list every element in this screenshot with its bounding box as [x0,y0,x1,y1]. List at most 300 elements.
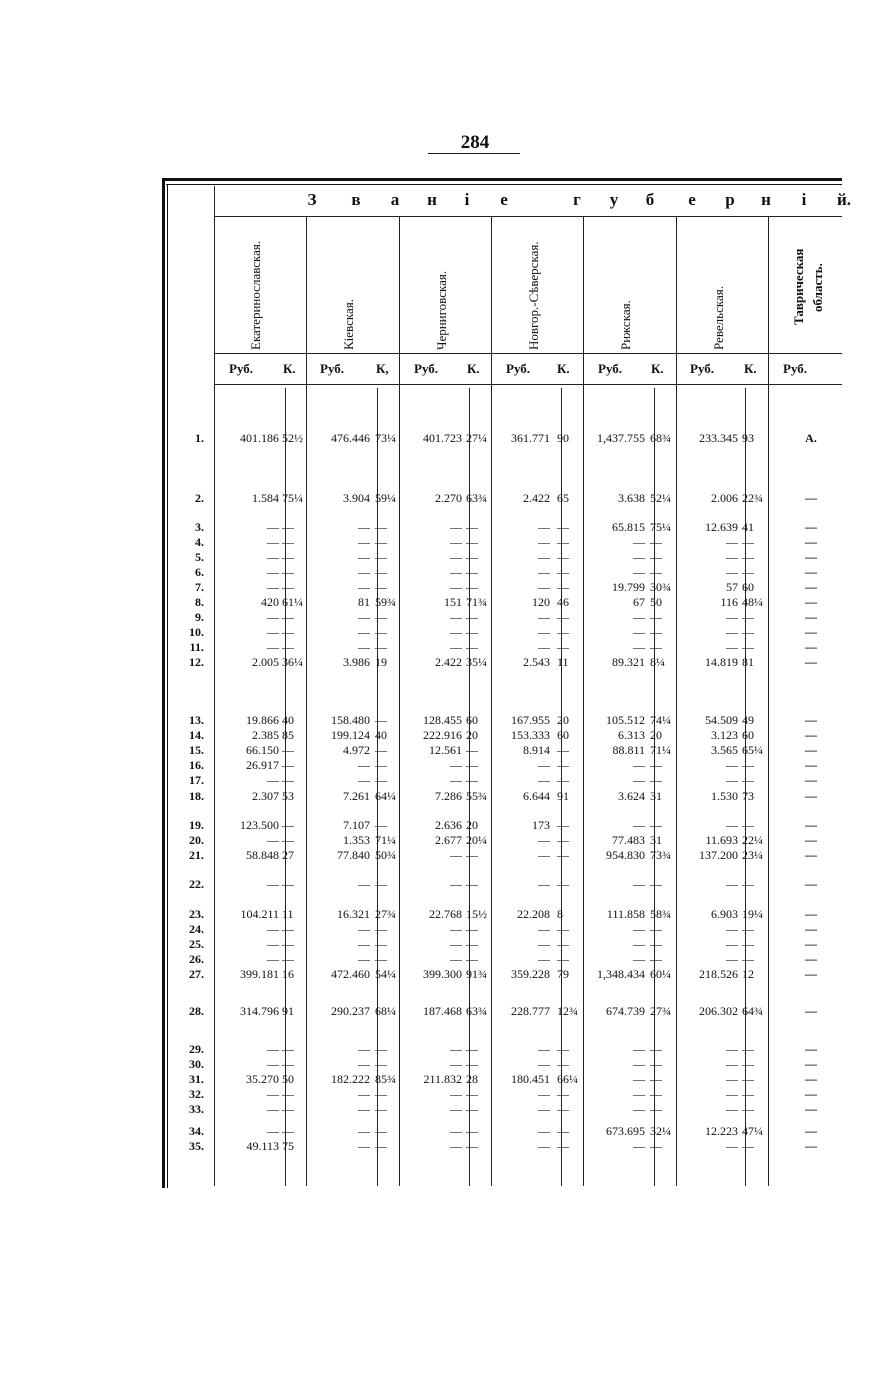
kopecks-cell: 63¾ [466,491,487,505]
kopecks-cell: — [282,937,294,951]
kopecks-cell: — [466,1102,478,1116]
tavricheskaya-cell: А. [805,431,817,445]
column-name: Новгор.-Сѣверская. [526,241,541,350]
rubles-cell: 7.261 [343,789,370,803]
kopecks-cell: — [557,1087,569,1101]
kopecks-cell: — [466,640,478,654]
kopecks-cell: 50 [282,1072,294,1086]
kopecks-cell: — [557,640,569,654]
rubles-cell: — [538,610,550,624]
kopecks-cell: 60 [742,728,754,742]
kopecks-cell: — [557,565,569,579]
rubles-cell: — [267,565,279,579]
rubles-cell: — [450,625,462,639]
kopecks-cell: 90 [557,431,569,445]
kopecks-cell: 73¾ [650,848,671,862]
tavricheskaya-cell: — [805,1087,817,1101]
kopecks-cell: 27¾ [375,907,396,921]
kopecks-cell: — [557,937,569,951]
rubles-cell: — [358,550,370,564]
row-number: 26. [189,952,204,966]
kopecks-cell: — [742,610,754,624]
title-letter: а [390,190,400,209]
kopecks-cell: 32¼ [650,1124,671,1138]
rubles-cell: — [633,1087,645,1101]
rubles-cell: — [633,1102,645,1116]
unit-kop: К. [557,361,570,376]
rubles-cell: 19.799 [612,580,645,594]
row-number: 31. [189,1072,204,1086]
row-number: 20. [189,833,204,847]
rubles-cell: 12.639 [705,520,738,534]
kopecks-cell: — [375,922,387,936]
rubles-cell: 14.819 [705,655,738,669]
rubles-cell: 3.565 [711,743,738,757]
unit-rub: Руб. [414,361,439,376]
unit-rub: Руб. [598,361,623,376]
rubles-cell: 89.321 [612,655,645,669]
kopecks-cell: — [375,1087,387,1101]
row-number: 4. [195,535,204,549]
page-number-rule [428,153,520,154]
rubles-cell: — [450,937,462,951]
rubles-cell: — [358,758,370,772]
title-letter: р [725,190,735,209]
rubles-cell: — [450,1087,462,1101]
rubles-cell: — [267,773,279,787]
kopecks-cell: — [282,922,294,936]
kopecks-cell: — [466,565,478,579]
rubles-cell: 26.917 [246,758,279,772]
rubles-cell: 104.211 [240,907,279,921]
column-divider [491,216,492,1186]
kopecks-cell: — [466,1057,478,1071]
kopecks-cell: 74¼ [650,713,671,727]
rubles-cell: — [726,1087,738,1101]
kopecks-cell: 23¼ [742,848,763,862]
unit-rub: Руб. [320,361,345,376]
rubles-cell: 57 [726,580,738,594]
tavricheskaya-cell: — [805,1139,817,1153]
kopecks-cell: 20 [466,818,478,832]
rubles-cell: — [358,565,370,579]
kopecks-cell: 27 [282,848,294,862]
kopecks-cell: — [282,1087,294,1101]
kopecks-cell: 59¼ [375,491,396,505]
rubles-cell: — [538,1139,550,1153]
rubles-cell: — [633,535,645,549]
rubles-cell: — [538,848,550,862]
column-divider [306,216,307,1186]
rubles-cell: 233.345 [699,431,738,445]
tavricheskaya-cell: — [805,833,817,847]
row-number: 6. [195,565,204,579]
kopecks-cell: 75 [282,1139,294,1153]
column-name: Рижская. [618,300,633,350]
kopecks-cell: — [650,818,662,832]
tavricheskaya-cell: — [805,1042,817,1056]
kopecks-cell: — [466,625,478,639]
rubles-cell: 211.832 [423,1072,462,1086]
kopecks-cell: — [742,625,754,639]
tavricheskaya-cell: — [805,907,817,921]
rubles-cell: — [538,565,550,579]
rubles-cell: — [633,1139,645,1153]
rubles-cell: 206.302 [699,1004,738,1018]
rubles-cell: — [633,1042,645,1056]
rubles-cell: — [726,550,738,564]
rubles-cell: — [538,625,550,639]
rubles-cell: — [538,1057,550,1071]
row-number: 32. [189,1087,204,1101]
rubles-cell: 6.313 [618,728,645,742]
rubles-cell: — [358,520,370,534]
kopecks-cell: — [742,922,754,936]
kopecks-cell: 60 [742,580,754,594]
row-number: 18. [189,789,204,803]
kopecks-cell: 93 [742,431,754,445]
kopecks-cell: 85¾ [375,1072,396,1086]
row-number: 9. [195,610,204,624]
kopecks-cell: — [282,610,294,624]
rubles-cell: 954.830 [606,848,645,862]
kopecks-cell: 60¼ [650,967,671,981]
rubles-cell: 1.353 [343,833,370,847]
rubles-cell: 420 [261,595,279,609]
rubles-cell: — [726,952,738,966]
unit-rub: Руб. [506,361,531,376]
kopecks-cell: 64¼ [375,789,396,803]
kopecks-cell: — [375,877,387,891]
kopecks-cell: — [466,1042,478,1056]
column-divider [399,216,400,1186]
rubles-cell: 2.422 [435,655,462,669]
rubles-cell: — [633,773,645,787]
kopecks-cell: 50 [650,595,662,609]
kopecks-cell: 65¼ [742,743,763,757]
rubles-cell: — [267,550,279,564]
rubles-cell: — [726,640,738,654]
rubles-cell: — [633,877,645,891]
table-top-inner-border [166,184,842,185]
rubles-cell: 6.903 [711,907,738,921]
column-name-rule [214,353,842,354]
rubles-cell: — [726,818,738,832]
rubles-cell: 105.512 [606,713,645,727]
kopecks-cell: — [375,818,387,832]
rubles-cell: — [538,1042,550,1056]
kopecks-cell: 20 [650,728,662,742]
row-number: 12. [189,655,204,669]
rubles-cell: 2.005 [252,655,279,669]
table-left-border [162,178,165,1188]
rubles-cell: — [358,952,370,966]
title-letter: З [307,190,317,209]
rubles-cell: 1,348.434 [597,967,645,981]
unit-rule [214,384,842,385]
rubles-cell: 81 [358,595,370,609]
rubles-cell: 222.916 [423,728,462,742]
rubles-cell: 199.124 [331,728,370,742]
rubles-cell: — [450,1102,462,1116]
kopecks-cell: — [742,1139,754,1153]
tavricheskaya-cell: — [805,967,817,981]
rubles-cell: — [358,610,370,624]
kopecks-cell: — [282,1102,294,1116]
kopecks-cell: 60 [557,728,569,742]
rubles-cell: — [633,640,645,654]
rubles-cell: 2.006 [711,491,738,505]
row-number: 22. [189,877,204,891]
kopecks-cell: — [650,550,662,564]
tavricheskaya-cell: — [805,877,817,891]
table-left-inner-border [167,184,168,1188]
rubles-cell: 8.914 [523,743,550,757]
rubles-cell: — [450,1042,462,1056]
kopecks-cell: 35¼ [466,655,487,669]
rubles-cell: — [538,1102,550,1116]
kopecks-cell: 20 [466,728,478,742]
kopecks-cell: — [742,1072,754,1086]
kopecks-cell: — [466,520,478,534]
rubles-cell: — [358,1057,370,1071]
rubles-cell: — [267,580,279,594]
kopecks-cell: 30¾ [650,580,671,594]
kopecks-cell: — [650,758,662,772]
tavricheskaya-cell: — [805,535,817,549]
rubles-cell: — [450,877,462,891]
column-name: Черниговская. [434,270,449,350]
row-number: 33. [189,1102,204,1116]
rubles-cell: 2.677 [435,833,462,847]
rubles-cell: 7.107 [343,818,370,832]
kopecks-cell: — [557,520,569,534]
rubles-cell: — [726,1139,738,1153]
kopecks-cell: 71¾ [466,595,487,609]
kopecks-cell: 58¾ [650,907,671,921]
rubles-cell: — [358,1102,370,1116]
tavricheskaya-cell: — [805,550,817,564]
rubles-cell: 182.222 [331,1072,370,1086]
rubles-cell: 3.624 [618,789,645,803]
row-number: 2. [195,491,204,505]
table-top-border [162,178,842,181]
row-number: 13. [189,713,204,727]
kopecks-cell: — [650,773,662,787]
rubles-cell: 361.771 [511,431,550,445]
kopecks-cell: 68¼ [375,1004,396,1018]
rubles-cell: 65.815 [612,520,645,534]
kopecks-cell: 27¾ [650,1004,671,1018]
tavricheskaya-cell: — [805,952,817,966]
rubles-cell: — [358,640,370,654]
kopecks-cell: — [650,952,662,966]
kopecks-cell: 59¾ [375,595,396,609]
kopecks-cell: 52½ [282,431,303,445]
tavricheskaya-cell: — [805,1004,817,1018]
header-title [214,186,852,216]
rubles-cell: 88.811 [612,743,645,757]
kopecks-cell: 19¼ [742,907,763,921]
kopecks-cell: — [282,952,294,966]
kopecks-cell: — [375,1042,387,1056]
kopecks-cell: — [375,625,387,639]
rubles-cell: 1,437.755 [597,431,645,445]
kopecks-cell: — [650,922,662,936]
row-number: 17. [189,773,204,787]
rubles-cell: — [633,818,645,832]
tavricheskaya-cell: — [805,655,817,669]
kopecks-cell: — [742,640,754,654]
rubles-cell: — [267,937,279,951]
kopecks-cell: 40 [282,713,294,727]
kopecks-cell: 54¼ [375,967,396,981]
row-number: 1. [195,431,204,445]
kopecks-cell: — [282,833,294,847]
kopecks-cell: 71¼ [375,833,396,847]
header-rule [214,216,842,217]
kopecks-cell: — [557,1139,569,1153]
unit-kop: К. [744,361,757,376]
tavricheskaya-cell: — [805,580,817,594]
rubles-cell: 7.286 [435,789,462,803]
kopecks-cell: — [557,848,569,862]
column-name: Екатеринославская. [248,240,263,350]
rubles-cell: 673.695 [606,1124,645,1138]
rubles-cell: 218.526 [699,967,738,981]
rubles-cell: 290.237 [331,1004,370,1018]
kopecks-cell: — [375,520,387,534]
row-number: 7. [195,580,204,594]
kopecks-cell: 12¾ [557,1004,578,1018]
unit-kop: К. [283,361,296,376]
rubles-cell: 2.385 [252,728,279,742]
rubles-cell: — [358,922,370,936]
rubles-cell: 111.858 [606,907,645,921]
kopecks-cell: 73 [742,789,754,803]
kopecks-cell: — [742,1057,754,1071]
kopecks-cell: — [650,625,662,639]
kopecks-cell: — [557,743,569,757]
kopecks-cell: — [466,937,478,951]
kopecks-cell: 52¼ [650,491,671,505]
kopecks-cell: — [557,952,569,966]
tavricheskaya-cell: — [805,1072,817,1086]
kopecks-cell: — [742,937,754,951]
rubles-cell: — [538,877,550,891]
kopecks-cell: — [466,848,478,862]
tavricheskaya-cell: — [805,713,817,727]
tavricheskaya-cell: — [805,818,817,832]
row-number: 35. [189,1139,204,1153]
kopecks-cell: — [282,1124,294,1138]
kopecks-cell: 11 [557,655,569,669]
kopecks-cell: — [466,773,478,787]
kopecks-cell: — [375,713,387,727]
rubles-cell: — [267,640,279,654]
kopecks-cell: — [466,1124,478,1138]
kopecks-cell: — [742,1042,754,1056]
kopecks-cell: 49 [742,713,754,727]
rubles-cell: — [726,922,738,936]
kopecks-cell: — [742,773,754,787]
rubles-cell: 359.228 [511,967,550,981]
kopecks-cell: — [557,580,569,594]
unit-rub: Руб. [783,361,808,376]
kopecks-cell: 79 [557,967,569,981]
rubles-cell: 158.480 [331,713,370,727]
kopecks-cell: — [375,550,387,564]
rubles-cell: — [267,922,279,936]
rubles-cell: — [450,565,462,579]
kopecks-cell: — [282,743,294,757]
rubles-cell: 472.460 [331,967,370,981]
kopecks-cell: 81 [742,655,754,669]
kopecks-cell: — [375,640,387,654]
rubles-cell: — [538,1087,550,1101]
rubles-cell: 3.904 [343,491,370,505]
title-letter: г [573,190,581,209]
kopecks-cell: 64¾ [742,1004,763,1018]
unit-kop: К, [376,361,389,376]
kopecks-cell: — [282,773,294,787]
kopecks-cell: — [466,610,478,624]
rubles-cell: 1.584 [252,491,279,505]
kopecks-cell: 61¼ [282,595,303,609]
tavricheskaya-cell: — [805,728,817,742]
column-divider [768,216,769,1186]
kopecks-cell: — [282,877,294,891]
kopecks-cell: — [282,1057,294,1071]
kopecks-cell: — [557,758,569,772]
kopecks-cell: — [466,550,478,564]
kopecks-cell: — [466,580,478,594]
rubles-cell: — [267,535,279,549]
rubles-cell: — [450,1057,462,1071]
tavricheskaya-cell: — [805,937,817,951]
row-number: 30. [189,1057,204,1071]
kopecks-cell: — [650,937,662,951]
kopecks-cell: 75¼ [650,520,671,534]
row-number: 3. [195,520,204,534]
rubles-cell: 173 [532,818,550,832]
rubles-cell: — [267,1124,279,1138]
row-number: 19. [189,818,204,832]
rubles-cell: 187.468 [423,1004,462,1018]
kopecks-cell: — [650,1042,662,1056]
rubles-cell: 67 [633,595,645,609]
column-name: Ревельская. [711,286,726,350]
rubles-cell: — [267,520,279,534]
kopecks-cell: 48¼ [742,595,763,609]
rubles-cell: — [450,1139,462,1153]
rubles-cell: — [633,565,645,579]
rubles-cell: — [726,773,738,787]
kopecks-cell: — [742,952,754,966]
rubles-cell: — [358,1139,370,1153]
kopecks-cell: — [282,818,294,832]
rubles-cell: 22.208 [517,907,550,921]
rubles-cell: — [358,580,370,594]
row-number: 11. [189,640,204,654]
kopecks-cell: — [742,535,754,549]
kopecks-cell: — [557,1124,569,1138]
rubles-cell: — [633,625,645,639]
kopecks-cell: 63¾ [466,1004,487,1018]
tavricheskaya-cell: — [805,848,817,862]
kopecks-cell: 47¼ [742,1124,763,1138]
rubles-cell: 674.739 [606,1004,645,1018]
